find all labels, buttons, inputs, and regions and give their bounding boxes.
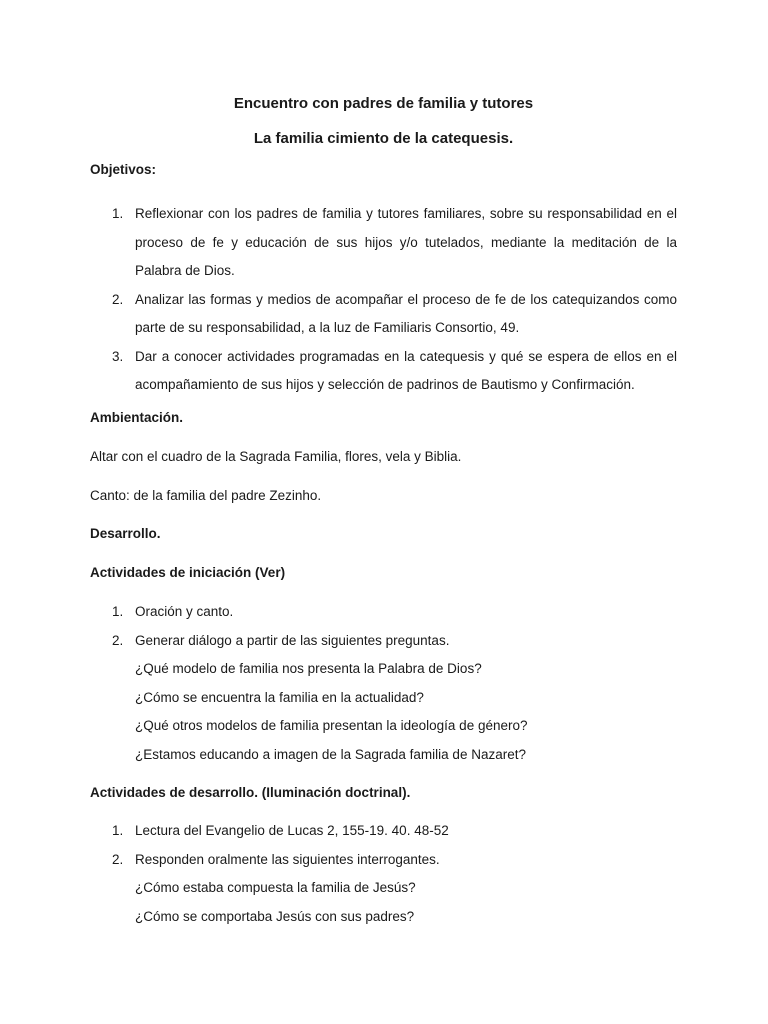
question-item: ¿Cómo se comportaba Jesús con sus padres? (135, 908, 415, 924)
list-item (90, 200, 677, 286)
desarrollo-heading: Desarrollo. (90, 526, 161, 541)
list-item (90, 343, 677, 400)
list-item-text: Responden oralmente las siguientes interrogantes. (135, 851, 440, 867)
document-subtitle: La familia cimiento de la catequesis. (253, 130, 514, 147)
ambientacion-paragraph: Altar con el cuadro de la Sagrada Familia, flores, vela y Biblia. (90, 449, 462, 464)
list-number: 1. (112, 206, 124, 221)
list-item (90, 846, 677, 875)
iniciacion-list (90, 598, 677, 769)
list-item-text: Generar diálogo a partir de las siguientes preguntas. (135, 632, 450, 648)
list-item-text: Dar a conocer actividades programadas en la catequesis y qué se espera de ellos en el acompañamiento de sus hijos y selección de padrinos de Bautismo y Confirmación. (135, 348, 677, 392)
list-item-text: Analizar las formas y medios de acompañar el proceso de fe de los catequizandos como parte de su responsabilidad, a la luz de Familiaris Consortio, 49. (135, 291, 677, 335)
question-item: ¿Qué otros modelos de familia presentan la ideología de género? (135, 718, 528, 733)
question-item: ¿Cómo estaba compuesta la familia de Jesús? (135, 880, 416, 895)
list-item-text: Reflexionar con los padres de familia y tutores familiares, sobre su responsabilidad en el proceso de fe y educación de sus hijos y/o tutelados, mediante la meditación de la Palabra de Dios. (135, 206, 677, 278)
list-number: 1. (112, 604, 124, 619)
list-number: 1. (112, 823, 124, 838)
list-number: 2. (112, 851, 124, 867)
list-item (90, 817, 677, 846)
list-item (90, 598, 677, 627)
list-item (90, 286, 677, 343)
objetivos-heading: Objetivos: (90, 162, 157, 177)
document-title: Encuentro con padres de familia y tutores (233, 95, 534, 112)
list-item-text: Oración y canto. (135, 604, 234, 619)
desarrollo-list (90, 817, 677, 931)
question-item: ¿Qué modelo de familia nos presenta la Palabra de Dios? (135, 661, 482, 676)
list-number: 2. (112, 291, 124, 307)
desarrollo-actividades-heading: Actividades de desarrollo. (Iluminación doctrinal). (90, 785, 411, 800)
iniciacion-heading: Actividades de iniciación (Ver) (90, 565, 286, 580)
list-number: 3. (112, 348, 124, 364)
question-item: ¿Estamos educando a imagen de la Sagrada familia de Nazaret? (135, 746, 526, 762)
canto-paragraph: Canto: de la familia del padre Zezinho. (90, 488, 322, 503)
list-item-text: Lectura del Evangelio de Lucas 2, 155-19. 40. 48-52 (135, 823, 449, 838)
ambientacion-heading: Ambientación. (90, 410, 184, 425)
list-number: 2. (112, 632, 124, 648)
list-item (90, 627, 677, 656)
objetivos-list (90, 200, 677, 400)
question-item: ¿Cómo se encuentra la familia en la actualidad? (135, 689, 424, 705)
